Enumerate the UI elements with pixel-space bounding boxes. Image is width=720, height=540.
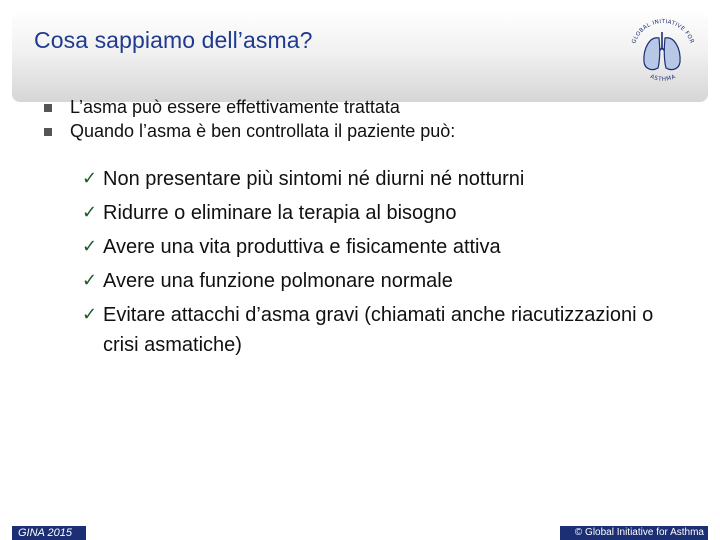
- svg-text:GLOBAL INITIATIVE FOR: [631, 19, 694, 45]
- check-item: [82, 300, 663, 360]
- check-item: [82, 196, 663, 230]
- slide-header: [12, 10, 708, 102]
- bullet-list: [44, 97, 455, 145]
- gina-logo: [626, 14, 700, 90]
- bullet-text: L’asma può essere effettivamente trattata: [70, 97, 400, 117]
- checkmark-icon: ✓: [82, 270, 98, 291]
- check-text: Ridurre o eliminare la terapia al bisogno: [103, 202, 457, 224]
- check-text: Evitare attacchi d’asma gravi (chiamati anche riacutizzazioni o crisi asmatiche): [103, 304, 654, 356]
- footer-copyright: © Global Initiative for Asthma: [560, 526, 708, 540]
- check-text: Avere una funzione polmonare normale: [103, 270, 453, 292]
- bullet-item: [44, 97, 455, 121]
- logo-text-bottom: ASTHMA: [649, 73, 677, 83]
- slide-title: Cosa sappiamo dell’asma?: [34, 27, 313, 53]
- svg-text:ASTHMA: [649, 74, 677, 83]
- checkmark-icon: ✓: [82, 168, 98, 189]
- check-text: Non presentare più sintomi né diurni né notturni: [103, 168, 525, 190]
- square-bullet-icon: [44, 128, 52, 136]
- check-item: [82, 264, 663, 298]
- checkmark-icon: ✓: [82, 202, 98, 223]
- square-bullet-icon: [44, 104, 52, 112]
- check-text: Avere una vita produttiva e fisicamente attiva: [103, 236, 501, 258]
- checkmark-icon: ✓: [82, 236, 98, 257]
- check-item: [82, 162, 663, 196]
- logo-text-top: GLOBAL INITIATIVE FOR: [631, 18, 695, 45]
- footer-version: GINA 2015: [12, 526, 86, 540]
- check-list: [82, 162, 663, 360]
- lungs-icon: [644, 32, 680, 70]
- checkmark-icon: ✓: [82, 304, 98, 325]
- bullet-item: [44, 121, 455, 145]
- check-item: [82, 230, 663, 264]
- bullet-text: Quando l’asma è ben controllata il paziente può:: [70, 121, 456, 141]
